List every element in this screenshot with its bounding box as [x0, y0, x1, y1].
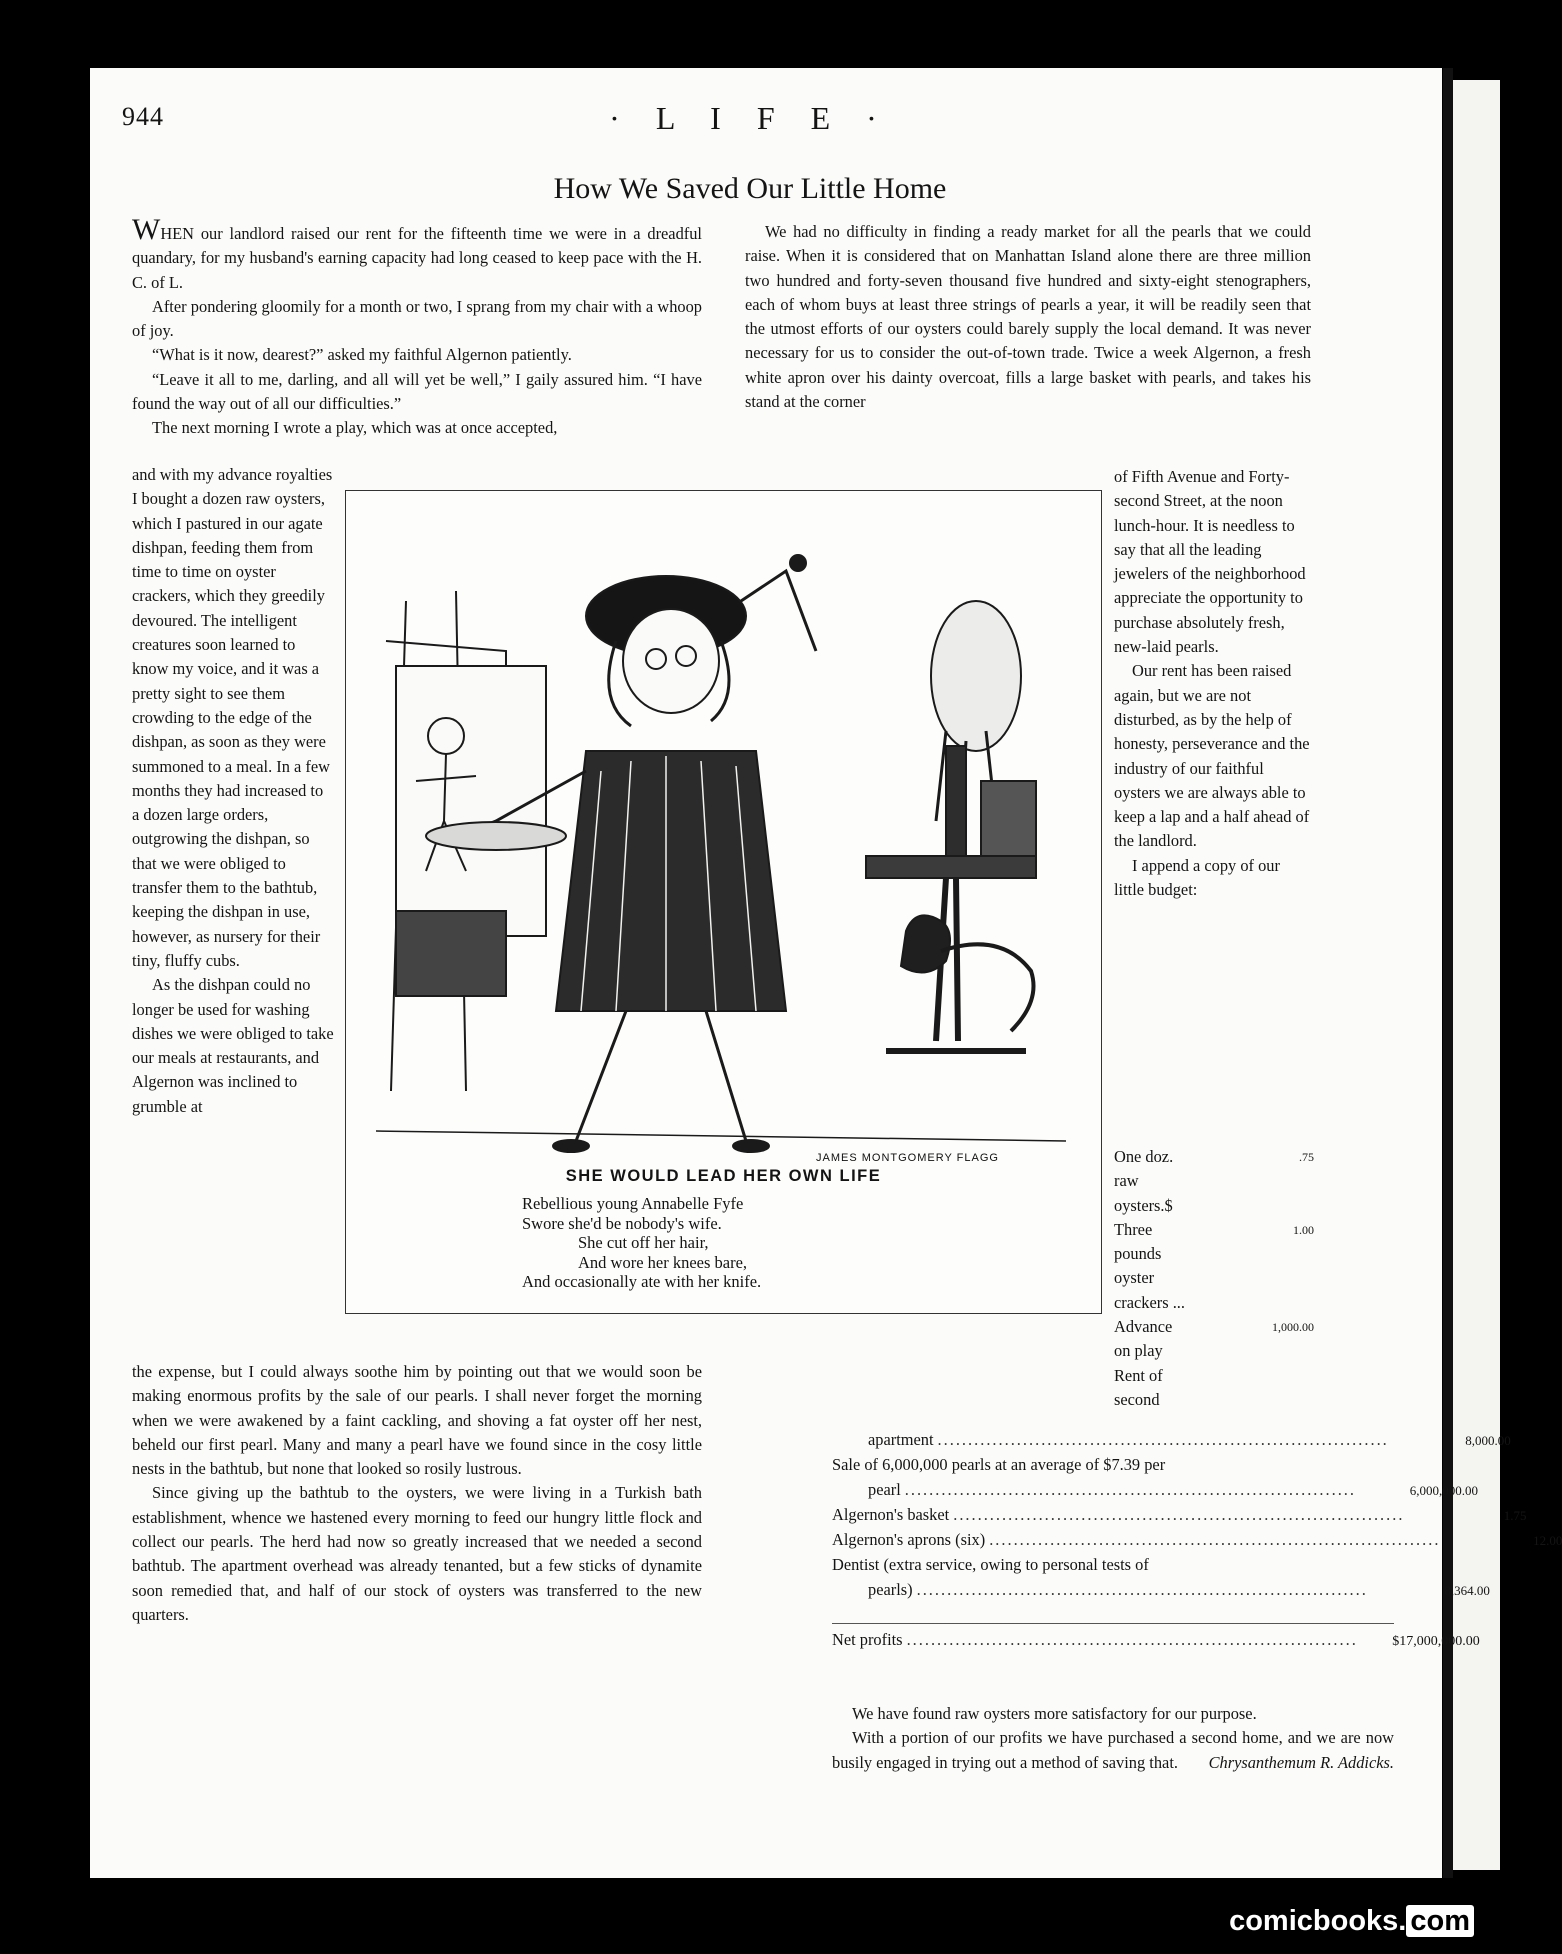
- left-column-narrow: [132, 463, 334, 1119]
- budget-amount: 1.75: [1503, 1507, 1527, 1523]
- verse-line: Swore she'd be nobody's wife.: [522, 1213, 722, 1233]
- budget-amount: .75: [1299, 1150, 1314, 1164]
- budget-row: [832, 1553, 1394, 1577]
- paragraph: of Fifth Avenue and Forty-second Street, at the noon lunch-hour. It is needless to say that all the leading jewelers of the neighborhood appreciate the opportunity to purchase absolutely fresh, new-laid pearls.: [1114, 467, 1306, 657]
- closing-text: [832, 1702, 1394, 1775]
- cartoon-verse: [522, 1194, 942, 1292]
- left-column-top: [132, 213, 702, 441]
- site-watermark: comicbooks. com: [1229, 1905, 1474, 1938]
- paragraph: Since giving up the bathtub to the oysters, we were living in a Turkish bath establishment, whence we hastened every morning to feed our hungry little flock and collect our pearls. The herd had now so greatly increased that we needed a second bathtub. The apartment overhead was already tenanted, but a few sticks of dynamite soon remedied that, and half of our stock of oysters was transferred to the new quarters.: [132, 1483, 702, 1624]
- budget-label: Advance on play: [1114, 1317, 1173, 1361]
- budget-label: Algernon's aprons (six): [832, 1530, 986, 1550]
- verse-line: And occasionally ate with her knife.: [522, 1272, 762, 1291]
- budget-amount: 8,000.00: [1465, 1433, 1511, 1448]
- budget-label: Dentist (extra service, owing to personal tests of: [832, 1555, 1149, 1575]
- budget-row: [1114, 1145, 1314, 1218]
- left-column-bottom: [132, 1360, 702, 1627]
- leader-dots: ..........................................................................: [989, 1530, 1441, 1550]
- net-profits-amount: $17,000,000.00: [1392, 1634, 1480, 1650]
- paragraph: We have found raw oysters more satisfactory for our purpose.: [852, 1704, 1257, 1723]
- budget-amount: 1.00: [1293, 1222, 1314, 1237]
- leader-dots: ..........................................................................: [937, 1430, 1389, 1449]
- leader-dots: ..........................................................................: [906, 1630, 1358, 1650]
- budget-amount: 1,000.00: [1272, 1320, 1314, 1335]
- paragraph: The next morning I wrote a play, which was at once accepted,: [152, 418, 558, 438]
- budget-row: [1114, 1364, 1314, 1413]
- budget-amount: 6,000,000.00: [1409, 1482, 1478, 1498]
- verse-line: And wore her knees bare,: [578, 1252, 748, 1272]
- verse-line: Rebellious young Annabelle Fyfe: [522, 1194, 744, 1213]
- cartoon-caption-title: SHE WOULD LEAD HER OWN LIFE: [565, 1167, 882, 1185]
- budget-label: Algernon's basket: [832, 1504, 950, 1524]
- page-number: 944: [122, 102, 164, 131]
- paragraph: “Leave it all to me, darling, and all will yet be well,” I gaily assured him. “I have found the way out of all our difficulties.”: [132, 369, 702, 414]
- budget-amount: 8,364.00: [1444, 1582, 1490, 1598]
- paragraph: the expense, but I could always soothe him by pointing out that we would soon be making enormous profits by the sale of our pearls. I shall never forget the morning when we were awakened by a faint cackling, and shoving a fat oyster off her nest, beheld our first pearl. Many and many a pearl have we found since in the cosy little nests in the bathtub, but none that looked so rosily lustrous.: [132, 1362, 702, 1479]
- cartoon-illustration: [345, 490, 1102, 1314]
- leader-dots: ..........................................................................: [953, 1504, 1405, 1524]
- watermark-suffix: com: [1406, 1905, 1474, 1937]
- budget-amount: 12.00: [1533, 1533, 1562, 1549]
- article-title: How We Saved Our Little Home: [553, 172, 947, 205]
- budget-row: [832, 1428, 1511, 1453]
- paragraph: As the dishpan could no longer be used for washing dishes we were obliged to take our meals at restaurants, and Algernon was inclined to grumble at: [132, 975, 334, 1116]
- budget-row: [832, 1453, 1394, 1477]
- author-signature: Chrysanthemum R. Addicks.: [1208, 1752, 1394, 1772]
- masthead: · L I F E ·: [609, 100, 891, 136]
- budget-row: [832, 1503, 1527, 1528]
- paragraph: and with my advance royalties I bought a dozen raw oysters, which I pastured in our agate dishpan, feeding them from time to time on oyster crackers, which they greedily devoured. The intelligent creatures soon learned to know my voice, and it was a pretty sight to see them crowding to the edge of the dishpan, as soon as they were summoned to a meal. In a few months they had increased to a dozen large orders, outgrowing the dishpan, so that we were obliged to transfer them to the bathtub, keeping the dishpan in use, however, as nursery for their tiny, fluffy cubs.: [132, 465, 333, 970]
- paragraph: “What is it now, dearest?” asked my faithful Algernon patiently.: [152, 345, 572, 365]
- budget-row: [1114, 1315, 1314, 1364]
- budget-label: Three pounds oyster crackers ...: [1114, 1219, 1185, 1312]
- leader-dots: ..........................................................................: [904, 1479, 1356, 1499]
- paragraph: We had no difficulty in finding a ready market for all the pearls that we could raise. When it is considered that on Manhattan Island alone there are three million two hundred and forty-seven thousand five hundred and sixty-eight stenographers, each of whom buys at least three strings of pearls a year, it will be readily seen that the utmost efforts of our oysters could barely supply the local demand. It was never necessary for us to consider the out-of-town trade. Twice a week Algernon, a fresh white apron over his dainty overcoat, fills a large basket with pearls, and takes his stand at the corner: [745, 222, 1311, 412]
- paragraph: Our rent has been raised again, but we are not disturbed, as by the help of honesty, perseverance and the industry of our faithful oysters we are always able to keep a lap and a half ahead of the landlord.: [1114, 661, 1310, 851]
- budget-wide: [832, 1428, 1562, 1654]
- paragraph: I append a copy of our little budget:: [1114, 855, 1280, 900]
- artist-signature: JAMES MONTGOMERY FLAGG: [816, 1152, 999, 1164]
- budget-row: [832, 1478, 1478, 1503]
- budget-row: [1114, 1218, 1314, 1315]
- budget-label: pearl: [868, 1479, 901, 1499]
- budget-net-row: [832, 1623, 1480, 1654]
- budget-row: [832, 1578, 1490, 1603]
- budget-label: apartment: [868, 1430, 934, 1449]
- leader-dots: ..........................................................................: [916, 1579, 1368, 1599]
- right-column-top: [745, 220, 1311, 414]
- budget-label: One doz. raw oysters.$: [1114, 1147, 1174, 1215]
- paragraph: With a portion of our profits we have purchased a second home, and we are now busily engaged in trying out a method of saving that. Chrysanthemum R. Addicks.: [832, 1726, 1394, 1775]
- net-profits-label: Net profits: [832, 1630, 903, 1650]
- paragraph: After pondering gloomily for a month or two, I sprang from my chair with a whoop of joy.: [132, 296, 702, 341]
- budget-label: Rent of second: [1114, 1365, 1163, 1409]
- page-gutter: [1443, 68, 1453, 1878]
- budget-narrow: [1114, 1145, 1314, 1412]
- budget-label: pearls): [868, 1579, 913, 1599]
- cartoon-drawing: [346, 491, 1101, 1191]
- verse-line: She cut off her hair,: [578, 1233, 709, 1252]
- right-column-narrow: [1114, 465, 1314, 902]
- paragraph-opening: WHEN our landlord raised our rent for the fifteenth time we were in a dreadful quandary, for my husband's earning capacity had long ceased to keep pace with the H. C. of L.: [132, 213, 702, 292]
- budget-row: [832, 1528, 1562, 1553]
- budget-label: Sale of 6,000,000 pearls at an average of $7.39 per: [832, 1455, 1166, 1475]
- drop-cap: W: [132, 213, 161, 246]
